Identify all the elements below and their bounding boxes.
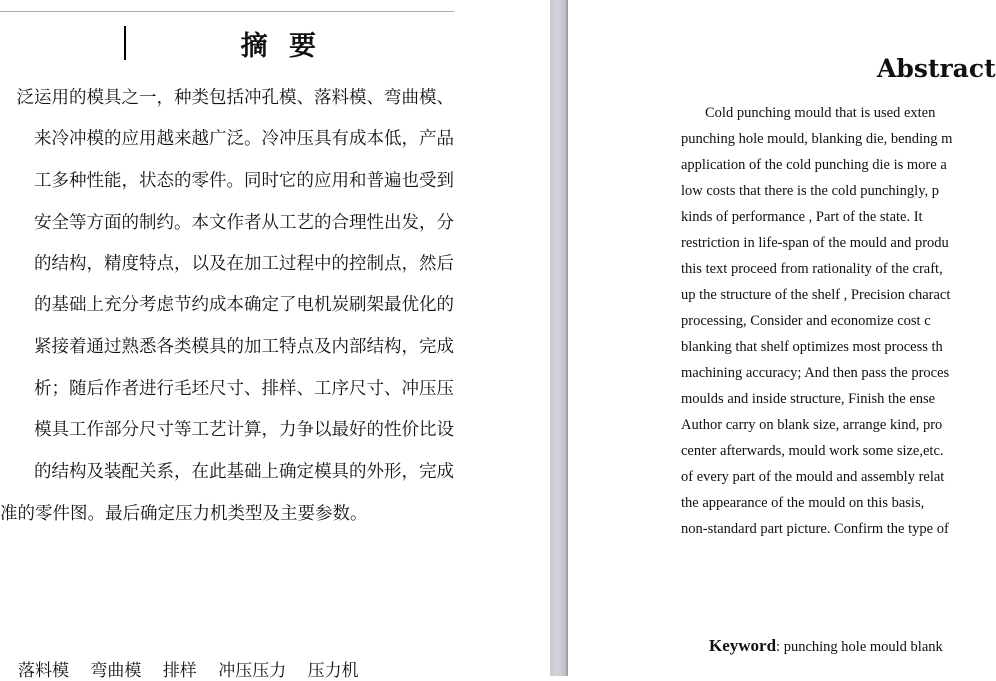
en-paragraph-line: processing, Consider and economize cost c	[681, 313, 931, 329]
right-page	[568, 0, 996, 676]
en-paragraph-line: Author carry on blank size, arrange kind, pro	[681, 417, 943, 433]
en-keyword-line	[709, 636, 943, 656]
chinese-abstract-title: 摘 要	[240, 31, 322, 62]
cn-paragraph-line: 模具工作部分尺寸等工艺计算，力争以最好的性价比设	[34, 420, 454, 440]
cn-paragraph-line: 准的零件图。最后确定压力机类型及主要参数。	[0, 504, 368, 524]
cn-paragraph-line: 析；随后作者进行毛坯尺寸、排样、工序尺寸、冲压压	[34, 379, 454, 399]
en-paragraph-line: punching hole mould, blanking die, bending m	[681, 131, 953, 147]
cn-keywords	[18, 656, 375, 681]
cn-paragraph-line: 紧接着通过熟悉各类模具的加工特点及内部结构，完成	[34, 337, 454, 357]
en-paragraph-line: kinds of performance , Part of the state. It	[681, 209, 923, 225]
english-abstract-title: Abstract	[877, 54, 996, 83]
en-keyword-label: Keyword	[709, 636, 777, 655]
en-paragraph-line: blanking that shelf optimizes most process th	[681, 339, 943, 355]
en-paragraph-line: up the structure of the shelf , Precision charact	[681, 287, 951, 303]
cn-paragraph-line: 的结构，精度特点，以及在加工过程中的控制点，然后	[34, 254, 454, 274]
cn-paragraph-line: 安全等方面的制约。本文作者从工艺的合理性出发，分	[34, 213, 454, 233]
en-paragraph-line: low costs that there is the cold punchingly, p	[681, 183, 939, 199]
cn-keyword: 冲压压力	[218, 661, 287, 681]
en-paragraph-line: non-standard part picture. Confirm the type of	[681, 521, 949, 537]
text-cursor	[124, 26, 126, 60]
cn-paragraph-line: 的结构及装配关系，在此基础上确定模具的外形，完成	[34, 462, 454, 482]
en-paragraph-line: machining accuracy; And then pass the proces	[681, 365, 950, 381]
en-paragraph-line: Cold punching mould that is used exten	[705, 105, 936, 121]
en-paragraph-line: restriction in life-span of the mould and produ	[681, 235, 949, 251]
en-paragraph-line: of every part of the mould and assembly relat	[681, 469, 945, 485]
en-paragraph-line: the appearance of the mould on this basis,	[681, 495, 925, 511]
cn-keyword: 排样	[162, 661, 197, 681]
cn-keyword: 落料模	[18, 661, 69, 681]
page-top-rule	[0, 11, 454, 12]
cn-paragraph-line: 来冷冲模的应用越来越广泛。冷冲压具有成本低，产品	[34, 129, 454, 149]
cn-keyword: 弯曲模	[90, 661, 142, 681]
en-paragraph-line: center afterwards, mould work some size,etc.	[681, 443, 944, 459]
en-keyword-text: : punching hole mould blank	[776, 639, 943, 655]
en-paragraph-line: this text proceed from rationality of the craft,	[681, 261, 943, 277]
en-paragraph-line: moulds and inside structure, Finish the ense	[681, 391, 936, 407]
cn-keyword: 压力机	[307, 661, 359, 681]
cn-paragraph-line: 泛运用的模具之一，种类包括冲孔模、落料模、弯曲模、	[16, 88, 454, 108]
cn-paragraph-line: 的基础上充分考虑节约成本确定了电机炭刷架最优化的	[34, 295, 454, 315]
cn-paragraph-line: 工多种性能，状态的零件。同时它的应用和普遍也受到	[34, 171, 454, 191]
en-paragraph-line: application of the cold punching die is more a	[681, 157, 947, 173]
